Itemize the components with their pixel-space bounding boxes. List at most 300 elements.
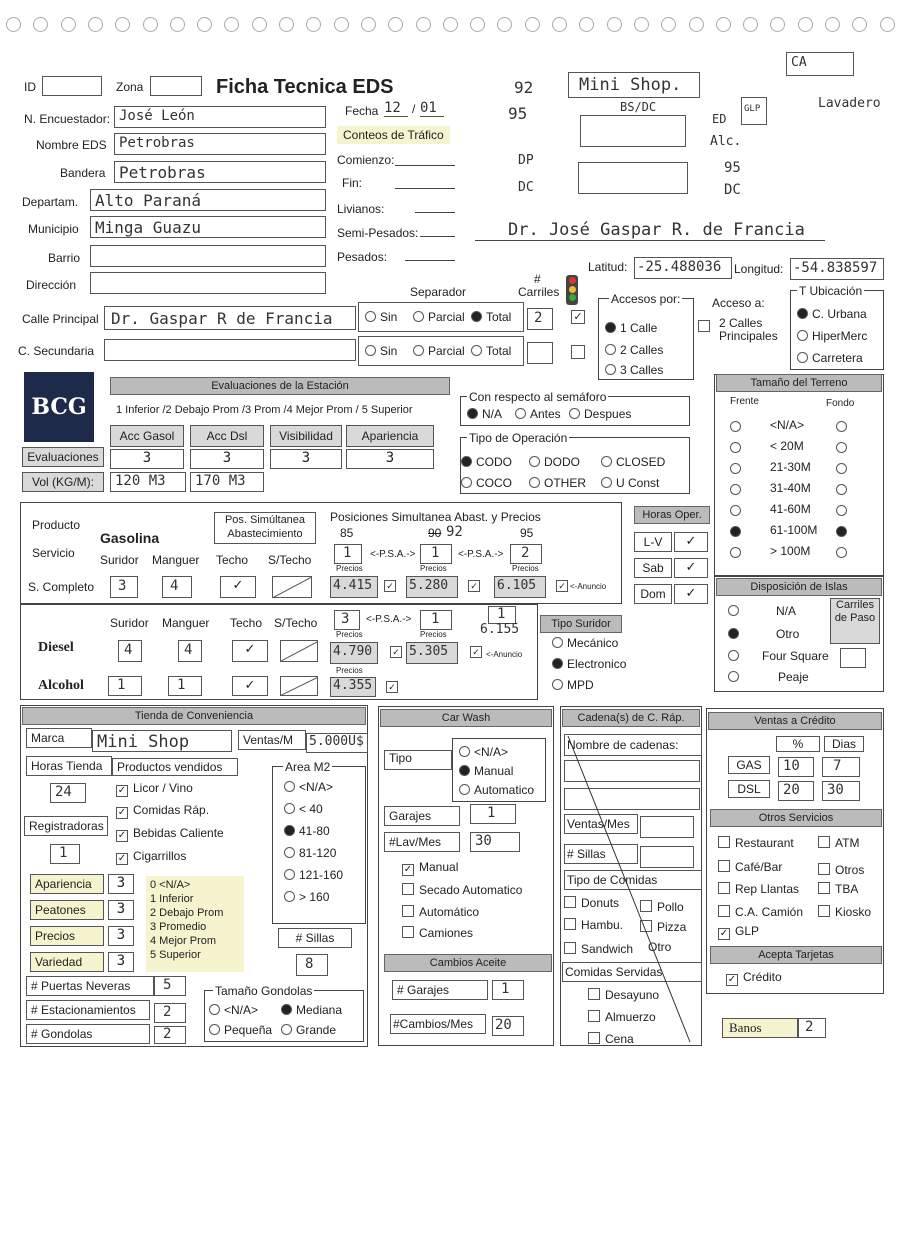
terreno-option-label: 21-30M	[770, 460, 811, 474]
tienda-eval-peatones-field[interactable]: 3	[108, 900, 134, 920]
g-psa1: <-P.S.A.->	[370, 549, 416, 560]
aceite-garajes-field[interactable]: 1	[492, 980, 524, 1000]
eval-row2-label: Vol (KG/M):	[22, 472, 104, 492]
a-manguer[interactable]: 1	[168, 676, 202, 696]
d-pos1[interactable]: 3	[334, 610, 360, 630]
d-pos3[interactable]: 1	[488, 606, 516, 624]
g-manguer[interactable]: 4	[162, 576, 192, 598]
isla-peaje-radio[interactable]	[728, 671, 739, 682]
fondo-radio[interactable]	[836, 463, 847, 474]
binding-ring	[197, 17, 212, 32]
terreno-option-label: < 20M	[770, 439, 804, 453]
sketch-island-1	[580, 115, 686, 147]
a-precios: Precios	[336, 666, 363, 675]
vol-2[interactable]: 170 M3	[190, 472, 264, 492]
camion-check[interactable]	[718, 905, 730, 917]
pos-title: Posiciones Simultanea Abast. y Precios	[330, 510, 541, 524]
tienda-scale: 0 <N/A> 1 Inferior 2 Debajo Prom 3 Promedio 4 Mejor Prom 5 Superior	[146, 876, 244, 972]
credito-dsl-pct[interactable]: 20	[778, 781, 814, 801]
d-manguer-hdr: Manguer	[162, 616, 210, 630]
sep-sin-radio[interactable]	[365, 311, 376, 322]
op-coco-radio[interactable]	[461, 477, 472, 488]
tarjetas-header: Acepta Tarjetas	[710, 946, 882, 964]
pesados-field[interactable]	[405, 260, 455, 261]
horas-header: Horas Oper.	[634, 506, 710, 524]
op-closed-radio[interactable]	[601, 456, 612, 467]
fin-label: Fin:	[342, 176, 363, 190]
credito-check[interactable]: ✓	[727, 974, 737, 985]
otros2-check[interactable]	[818, 863, 830, 875]
cw-automatico-check[interactable]	[402, 905, 414, 917]
form-title: Ficha Tecnica EDS	[216, 76, 394, 98]
isla-four-label: Four Square	[762, 649, 829, 663]
marca-field[interactable]: Mini Shop	[92, 730, 232, 752]
semi-label: Semi-Pesados:	[337, 226, 419, 240]
d-precio2-check[interactable]: ✓	[470, 646, 482, 658]
tg-med-radio[interactable]	[281, 1004, 292, 1015]
separador-principal-group: Sin Parcial Total	[358, 302, 524, 332]
bcg-logo: BCG	[24, 372, 94, 442]
d-suridor-hdr: Suridor	[110, 616, 149, 630]
sketch-95: 95	[508, 104, 528, 123]
op-dodo-radio[interactable]	[529, 456, 540, 467]
estac-field[interactable]: 2	[154, 1003, 186, 1023]
direccion-handwritten: Dr. José Gaspar R. de Francia	[508, 220, 805, 240]
fondo-radio[interactable]	[836, 484, 847, 495]
producto-label: Producto	[32, 518, 81, 532]
direccion-field[interactable]	[90, 272, 326, 294]
kiosko-check[interactable]	[818, 905, 830, 917]
d-precio1-check[interactable]: ✓	[390, 646, 402, 658]
sketch-r95: 95	[724, 160, 741, 176]
comidas-servidas-label: Comidas Servidas	[562, 962, 702, 982]
area-radio[interactable]	[284, 847, 295, 858]
cadena-nombre-label: Nombre de cadenas:	[564, 734, 702, 756]
lv-label: L-V	[634, 532, 672, 552]
separador-label: Separador	[410, 285, 467, 299]
area-radio[interactable]	[284, 869, 295, 880]
islas-header: Disposición de Islas	[716, 578, 882, 596]
binding-ring	[361, 17, 376, 32]
fecha-mes[interactable]: 01	[420, 100, 444, 117]
ventas-field[interactable]: 5.000U$	[306, 733, 368, 753]
area-radio[interactable]	[284, 825, 295, 836]
g-suridor-hdr: Suridor	[100, 553, 139, 567]
a-precio[interactable]: 4.355	[330, 677, 376, 697]
marca-label: Marca	[26, 728, 92, 748]
sur-mecanico-radio[interactable]	[552, 637, 563, 648]
isla-na-radio[interactable]	[728, 605, 739, 616]
direccion-label: Dirección	[26, 278, 77, 292]
binding-ring	[497, 17, 512, 32]
area-option: 41-80	[284, 824, 330, 838]
form-page: ID Zona Ficha Tecnica EDS N. Encuestador: José León Nombre EDS Petrobras Bandera Petrobras Departam. Alto Paraná Municipio Minga Guazu Barrio Dirección Fecha 12 / 01 Conteos de Tráfico Comienzo: Fin: Livianos: Semi-Pesados: Pesados: 92 95 Mini Shop. BS/DC ED GLP Alc. DP DC 95 DC CA Lavadero Dr. José Gaspar R. de Francia Latitud: -25.488036 Longitud: -54.838597 Separador # Carriles Calle Principal Dr. Gaspar R de Francia Sin Parcial Total 2 ✓ C. Secundaria Sin Parcial Total Accesos por: 1 Calle 2 Calles 3 Calles Acceso a: 2 Calles Principales T Ubicación C. Urbana HiperMerc Carretera BCG Evaluaciones de la Estación 1 Inferior /2 Debajo Prom /3 Prom /4 Mejor Prom / 5 Superior Acc Gasol 3 Acc Dsl 3 Visibilidad 3 Apariencia 3 Evaluaciones Vol (KG/M): 120 M3 170 M3 Con respecto al semáforo N/A Antes Despues Tipo de Operación CODO DODO CLOSED COCO OTHER U Const Producto Servicio S. Completo Gasolina Suridor Manguer Techo S/Techo Pos. Simúltanea Abastecimiento Posiciones Simultanea Abast. y Precios 85 90 92 95 3 4 ✓ 1 <-P.S.A.-> 1 <-P.S.A.-> 2 Precios Precios Precios 4.415 ✓ 5.280 ✓ 6.105 ✓ <-Anuncio Suridor Manguer Techo S/Techo Diesel 4 4 ✓ 3 <-P.S.A.-> 1 1 Precios Precios 4.790 ✓ 5.305 ✓ 6.155 <-Anuncio Alcohol 1 1 ✓ Precios 4.355 ✓ Tipo Suridor Mecánico Electronico MPD Horas Oper. L-V ✓ Sab ✓ Dom ✓ Tamaño del Terreno Frente Fondo <N/A> < 20M 21-30M 31-40M 41-60M 61-100M > 100M Disposición de Islas N/A Otro Four Square Peaje Carriles de Paso Tienda de Conveniencia Marca Mini Shop Ventas/M 5.000U$ Horas Tienda Productos vendidos 24 ✓ Licor / Vino ✓ Comidas Ráp. Registradoras ✓ Bebidas Caliente 1 ✓ Cigarrillos Area M2 <N/A> < 40 41-80 81-120 121-160 > 160 Apariencia 3 Peatones 3 Precios 3 Variedad 3 0 <N/A> 1 Inferior 2 Debajo Prom 3 Promedio 4 Mejor Prom 5 Superior # Sillas 8 # Puertas Neveras 5 # Estacionamientos 2 # Gondolas 2 Tamaño Gondolas <N/A> Mediana Pequeña Grande Car Wash Tipo <N/A> Manual Automatico Garajes 1 #Lav/Mes 30 ✓ Manual Secado Automatico Automático Camiones Cambios Aceite # Garajes 1 #Cambios/Mes 20 Cadena(s) de C. Ráp. Nombre de cadenas: Ventas/Mes # Sillas Tipo de Comidas Donuts Pollo Hambu. Pizza Sandwich Otro Comidas Servidas Desayuno Almuerzo Cena Ventas a Crédito % Dias GAS 10 7 DSL 20 30 Otros Servicios Restaurant ATM Café/Bar Otros Rep Llantas TBA C.A. Camión Kiosko ✓ GLP Acepta Tarjetas ✓ Crédito Banos 2	[0, 0, 909, 1250]
fondo-radio[interactable]	[836, 505, 847, 516]
op-codo-radio[interactable]	[461, 456, 472, 467]
a-precio-check[interactable]: ✓	[386, 681, 398, 693]
g-pos3[interactable]: 2	[510, 544, 542, 564]
tg-gra-radio[interactable]	[281, 1024, 292, 1035]
d-stecho[interactable]	[280, 640, 318, 662]
eval-col-header: Acc Gasol	[110, 425, 184, 447]
binding-ring	[334, 17, 349, 32]
carriles-paso-field[interactable]	[840, 648, 866, 668]
cw-manual-radio[interactable]	[459, 765, 470, 776]
livianos-field[interactable]	[415, 212, 455, 213]
binding-ring	[852, 17, 867, 32]
sketch-bsdc: BS/DC	[620, 100, 657, 114]
carriles-label: Carriles	[518, 285, 560, 299]
cadena-ventas-label: Ventas/Mes	[564, 814, 638, 834]
accesos-group: Accesos por: 1 Calle 2 Calles 3 Calles	[598, 298, 694, 380]
longitud-label: Longitud:	[734, 262, 784, 276]
frente-label: Frente	[730, 396, 759, 407]
cigarrillos-check[interactable]: ✓	[117, 853, 127, 864]
horas-tienda-field[interactable]: 24	[50, 783, 86, 803]
latitud-field[interactable]: -25.488036	[634, 257, 732, 279]
isla-peaje-label: Peaje	[778, 670, 809, 684]
d-precio1[interactable]: 4.790	[330, 642, 378, 664]
frente-radio[interactable]	[730, 484, 741, 495]
frente-radio[interactable]	[730, 442, 741, 453]
area-option: < 40	[284, 802, 323, 816]
g-precios-2: Precios	[420, 564, 447, 573]
ubic-carretera-radio[interactable]	[797, 352, 808, 363]
d-techo[interactable]: ✓	[232, 640, 268, 662]
aceite-cambios-label: #Cambios/Mes	[390, 1014, 486, 1034]
binding-ring	[443, 17, 458, 32]
h85: 85	[340, 526, 354, 540]
frente-radio[interactable]	[730, 463, 741, 474]
sep-parcial-radio[interactable]	[413, 311, 424, 322]
d-precio3: 6.155	[480, 622, 520, 637]
cw-na-radio[interactable]	[459, 746, 470, 757]
acceso-2-radio[interactable]	[605, 344, 616, 355]
eval-col-header: Acc Dsl	[190, 425, 264, 447]
licor-check[interactable]: ✓	[117, 785, 127, 796]
terreno-option-label: <N/A>	[770, 418, 805, 432]
terreno-option-label: 31-40M	[770, 481, 811, 495]
a-stecho[interactable]	[280, 676, 318, 696]
carriles-secundaria-field[interactable]	[527, 342, 553, 364]
g-precio3[interactable]: 6.105	[494, 576, 546, 598]
area-radio[interactable]	[284, 803, 295, 814]
bandera-field[interactable]: Petrobras	[114, 161, 326, 183]
sep2-total-radio[interactable]	[471, 345, 482, 356]
registradoras-field[interactable]: 1	[50, 844, 80, 864]
area-option: 121-160	[284, 868, 343, 882]
productos-label: Productos vendidos	[112, 758, 238, 776]
tienda-eval-variedad-field[interactable]: 3	[108, 952, 134, 972]
municipio-field[interactable]: Minga Guazu	[90, 216, 326, 238]
acceso-1-radio[interactable]	[605, 322, 616, 333]
fondo-radio[interactable]	[836, 421, 847, 432]
longitud-field[interactable]: -54.838597	[790, 258, 884, 280]
g-precios-1: Precios	[336, 564, 363, 573]
g-stecho-hdr: S/Techo	[268, 553, 312, 567]
frente-radio[interactable]	[730, 526, 741, 537]
sur-electronico-radio[interactable]	[552, 658, 563, 669]
g-techo[interactable]: ✓	[220, 576, 256, 598]
carriles-hash: #	[534, 272, 541, 286]
g-precio2-check[interactable]: ✓	[468, 580, 480, 592]
binding-ring	[33, 17, 48, 32]
banos-field[interactable]: 2	[798, 1018, 826, 1038]
gasolina-label: Gasolina	[100, 530, 160, 546]
ubic-hiper-radio[interactable]	[797, 330, 808, 341]
binding-ring	[416, 17, 431, 32]
comidas-check[interactable]: ✓	[117, 807, 127, 818]
g-manguer-hdr: Manguer	[152, 553, 200, 567]
d-precios-2: Precios	[420, 630, 447, 639]
diesel-label: Diesel	[38, 640, 74, 655]
sep-total-radio[interactable]	[471, 311, 482, 322]
isla-four-radio[interactable]	[728, 650, 739, 661]
estac-label: # Estacionamientos	[26, 1000, 150, 1020]
sketch-alc: Alc.	[710, 134, 742, 149]
binding-ring	[252, 17, 267, 32]
id-label: ID	[24, 80, 36, 94]
sketch-glp: GLP	[741, 97, 767, 125]
d-psa: <-P.S.A.->	[366, 614, 412, 625]
binding-ring	[607, 17, 622, 32]
area-radio[interactable]	[284, 781, 295, 792]
conteos-label: Conteos de Tráfico	[337, 126, 450, 144]
puertas-field[interactable]: 5	[154, 976, 186, 996]
g-anuncio: <-Anuncio	[570, 582, 607, 591]
cadena-header: Cadena(s) de C. Ráp.	[562, 709, 700, 727]
isla-na-label: N/A	[776, 604, 797, 618]
cw-c-manual-check[interactable]: ✓	[403, 864, 413, 875]
credito-dias-hdr: Dias	[824, 736, 864, 752]
cw-auto-radio[interactable]	[459, 784, 470, 795]
op-uconst-radio[interactable]	[601, 477, 612, 488]
g-precio3-check[interactable]: ✓	[556, 580, 568, 592]
credito-gas-dias[interactable]: 7	[822, 757, 860, 777]
eval-value[interactable]: 3	[346, 449, 434, 469]
eval-col-header: Visibilidad	[270, 425, 342, 447]
sep2-parcial-radio[interactable]	[413, 345, 424, 356]
zona-label: Zona	[116, 80, 144, 94]
binding-ring	[279, 17, 294, 32]
g-precio1[interactable]: 4.415	[330, 576, 378, 598]
terreno-option-label: 61-100M	[770, 523, 818, 537]
servicio-label: Servicio	[32, 546, 75, 560]
isla-otro-radio[interactable]	[728, 628, 739, 639]
area-option: > 160	[284, 890, 329, 904]
binding-ring	[689, 17, 704, 32]
cafe-check[interactable]	[718, 860, 730, 872]
tienda-eval-peatones-label: Peatones	[30, 900, 104, 920]
zona-field[interactable]	[150, 76, 202, 96]
cw-camiones-check[interactable]	[402, 926, 414, 938]
gondolas-label: # Gondolas	[26, 1024, 150, 1044]
tienda-eval-apariencia-field[interactable]: 3	[108, 874, 134, 894]
credito-gas-pct[interactable]: 10	[778, 757, 814, 777]
cw-garajes-field[interactable]: 1	[470, 804, 516, 824]
atm-check[interactable]	[818, 836, 830, 848]
g-stecho[interactable]	[272, 576, 312, 598]
carriles-principal-field[interactable]: 2	[527, 308, 553, 330]
binding-ring	[170, 17, 185, 32]
tipo-suridor-header: Tipo Suridor	[540, 615, 622, 633]
op-other-radio[interactable]	[529, 477, 540, 488]
binding-ring	[61, 17, 76, 32]
a-suridor[interactable]: 1	[108, 676, 142, 696]
credito-header: Ventas a Crédito	[708, 712, 882, 730]
binding-ring	[224, 17, 239, 32]
fondo-radio[interactable]	[836, 442, 847, 453]
encuestador-field[interactable]: José León	[114, 106, 326, 128]
g-techo-hdr: Techo	[216, 553, 249, 567]
d-pos2[interactable]: 1	[420, 610, 452, 630]
cw-secado-check[interactable]	[402, 883, 414, 895]
fin-field[interactable]	[395, 188, 455, 189]
registradoras-label: Registradoras	[24, 816, 108, 836]
dom-check[interactable]: ✓	[674, 584, 708, 604]
otro-label: Otro	[648, 940, 672, 954]
sem-despues-radio[interactable]	[569, 408, 580, 419]
sem-antes-radio[interactable]	[515, 408, 526, 419]
h90: 90	[428, 526, 442, 540]
semaforo-group: Con respecto al semáforo N/A Antes Despues	[460, 396, 690, 426]
aceite-cambios-field[interactable]: 20	[492, 1016, 524, 1036]
ubic-urbana-radio[interactable]	[797, 308, 808, 319]
llantas-check[interactable]	[718, 882, 730, 894]
glp-check[interactable]: ✓	[719, 928, 729, 939]
binding-ring	[88, 17, 103, 32]
isla-otro-label: Otro	[776, 627, 800, 641]
cadena-strike-line	[560, 730, 700, 1044]
tienda-eval-precios-field[interactable]: 3	[108, 926, 134, 946]
eval-row1-label: Evaluaciones	[22, 447, 104, 467]
credito-dsl-dias[interactable]: 30	[822, 781, 860, 801]
d-anuncio: <-Anuncio	[486, 650, 523, 659]
acceso-3-radio[interactable]	[605, 364, 616, 375]
sab-check[interactable]: ✓	[674, 558, 708, 578]
area-option: 81-120	[284, 846, 336, 860]
tipo-op-group: Tipo de Operación CODO DODO CLOSED COCO OTHER U Const	[460, 437, 690, 494]
encuestador-label: N. Encuestador:	[24, 112, 111, 126]
area-radio[interactable]	[284, 891, 295, 902]
fondo-label: Fondo	[826, 398, 855, 409]
fecha-dia[interactable]: 12	[384, 100, 408, 117]
gondolas-field[interactable]: 2	[154, 1026, 186, 1044]
id-field[interactable]	[42, 76, 102, 96]
binding-ring	[880, 17, 895, 32]
cw-tipo-group: <N/A> Manual Automatico	[452, 738, 546, 802]
calle-secundaria-field[interactable]	[104, 339, 356, 361]
binding-ring	[579, 17, 594, 32]
carriles-paso-label: Carriles de Paso	[830, 598, 880, 644]
sem-na-radio[interactable]	[467, 408, 478, 419]
eval-value[interactable]: 3	[190, 449, 264, 469]
frente-radio[interactable]	[730, 421, 741, 432]
eval-scale: 1 Inferior /2 Debajo Prom /3 Prom /4 Mejor Prom / 5 Superior	[116, 404, 413, 416]
cw-lav-field[interactable]: 30	[470, 832, 520, 852]
area-group: Area M2	[272, 766, 366, 924]
depto-field[interactable]: Alto Paraná	[90, 189, 326, 211]
carwash-header: Car Wash	[380, 709, 552, 727]
comienzo-field[interactable]	[395, 165, 455, 166]
carriles-principal-check[interactable]: ✓	[571, 310, 585, 324]
eval-value[interactable]: 3	[270, 449, 342, 469]
eval-value[interactable]: 3	[110, 449, 184, 469]
binding-ring	[825, 17, 840, 32]
sketch-rdc: DC	[724, 182, 741, 198]
sketch-minishop: Mini Shop.	[568, 72, 700, 98]
terreno-option-label: 41-60M	[770, 502, 811, 516]
binding-ring	[798, 17, 813, 32]
a-techo[interactable]: ✓	[232, 676, 268, 696]
direccion-underline	[475, 240, 825, 241]
terreno-header: Tamaño del Terreno	[716, 374, 882, 392]
fondo-radio[interactable]	[836, 547, 847, 558]
barrio-field[interactable]	[90, 245, 326, 267]
g-pos2[interactable]: 1	[420, 544, 452, 564]
d-precio2[interactable]: 5.305	[406, 642, 458, 664]
cw-garajes-label: Garajes	[384, 806, 460, 826]
bandera-label: Bandera	[60, 166, 106, 180]
semi-field[interactable]	[420, 236, 455, 237]
d-precios-1: Precios	[336, 630, 363, 639]
banos-label: Banos	[722, 1018, 798, 1038]
d-stecho-hdr: S/Techo	[274, 616, 318, 630]
sillas-field[interactable]: 8	[296, 954, 328, 976]
binding-ring	[716, 17, 731, 32]
binding-ring	[143, 17, 158, 32]
d-manguer[interactable]: 4	[178, 640, 202, 662]
carriles-secundaria-check[interactable]	[571, 345, 585, 359]
ubicacion-group: T Ubicación C. Urbana HiperMerc Carretera	[790, 290, 884, 370]
sur-mpd-radio[interactable]	[552, 679, 563, 690]
frente-radio[interactable]	[730, 505, 741, 516]
sillas-label: # Sillas	[278, 928, 352, 948]
g-precio2[interactable]: 5.280	[406, 576, 458, 598]
tg-peq-radio[interactable]	[209, 1024, 220, 1035]
nombre-label: Nombre EDS	[36, 138, 107, 152]
principales-check[interactable]	[698, 320, 710, 332]
puertas-label: # Puertas Neveras	[26, 976, 154, 996]
g-suridor[interactable]: 3	[110, 576, 138, 598]
tba-check[interactable]	[818, 882, 830, 894]
g-precio1-check[interactable]: ✓	[384, 580, 396, 592]
fecha-label: Fecha	[345, 104, 379, 118]
h95: 95	[520, 526, 534, 540]
lv-check[interactable]: ✓	[674, 532, 708, 552]
bebidas-check[interactable]: ✓	[117, 830, 127, 841]
vol-1[interactable]: 120 M3	[110, 472, 186, 492]
alcohol-label: Alcohol	[38, 678, 84, 693]
nombre-field[interactable]: Petrobras	[114, 133, 326, 155]
frente-radio[interactable]	[730, 547, 741, 558]
depto-label: Departam.	[22, 195, 79, 209]
fondo-radio[interactable]	[836, 526, 847, 537]
sketch-dp: DP	[518, 153, 534, 168]
sep2-sin-radio[interactable]	[365, 345, 376, 356]
g-psa2: <-P.S.A.->	[458, 549, 504, 560]
calle-principal-field[interactable]: Dr. Gaspar R de Francia	[104, 306, 356, 330]
tg-na-radio[interactable]	[209, 1004, 220, 1015]
credito-dsl-label: DSL	[728, 780, 770, 798]
ventas-label: Ventas/M	[238, 730, 306, 750]
g-pos1[interactable]: 1	[334, 544, 362, 564]
sketch-ed: ED	[712, 112, 727, 126]
sab-label: Sab	[634, 558, 672, 578]
restaurant-check[interactable]	[718, 836, 730, 848]
credito-pct-hdr: %	[776, 736, 820, 752]
d-suridor[interactable]: 4	[118, 640, 142, 662]
